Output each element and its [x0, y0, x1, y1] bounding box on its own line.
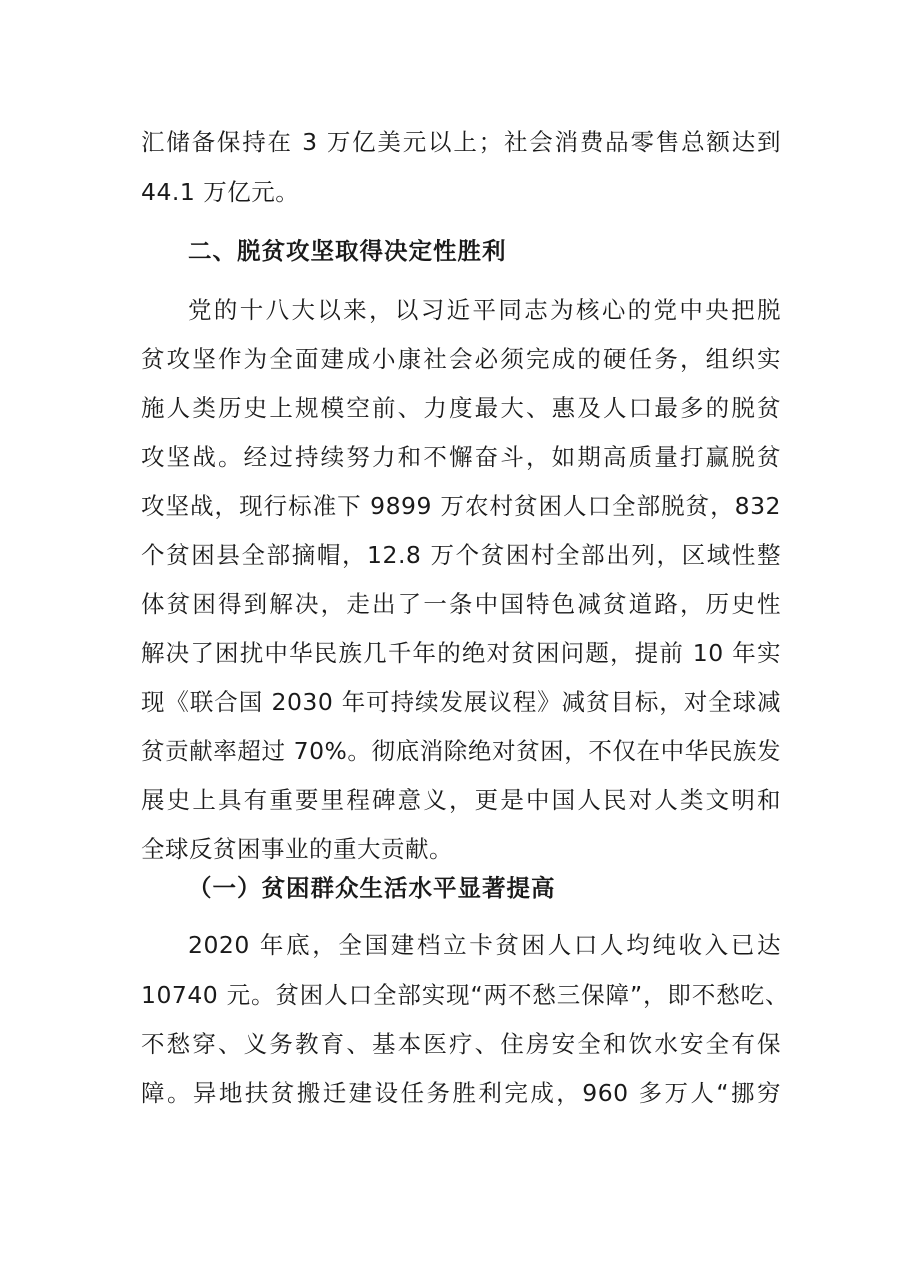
paragraph-line: 党的十八大以来，以习近平同志为核心的党中央把脱	[188, 296, 781, 324]
paragraph-line: 全球反贫困事业的重大贡献。	[141, 835, 453, 863]
paragraph-line: 2020 年底，全国建档立卡贫困人口人均纯收入已达	[188, 931, 781, 959]
subsection-heading: （一）贫困群众生活水平显著提高	[188, 874, 556, 902]
paragraph-line: 贫贡献率超过 70%。彻底消除绝对贫困，不仅在中华民族发	[141, 737, 781, 765]
paragraph-line: 汇储备保持在 3 万亿美元以上；社会消费品零售总额达到	[141, 128, 781, 156]
paragraph-line: 体贫困得到解决，走出了一条中国特色减贫道路，历史性	[141, 590, 781, 618]
paragraph-line: 施人类历史上规模空前、力度最大、惠及人口最多的脱贫	[141, 394, 781, 422]
paragraph-line: 10740 元。贫困人口全部实现“两不愁三保障”，即不愁吃、	[141, 981, 789, 1009]
paragraph-line: 不愁穿、义务教育、基本医疗、住房安全和饮水安全有保	[141, 1030, 781, 1058]
paragraph-line: 贫攻坚作为全面建成小康社会必须完成的硬任务，组织实	[141, 345, 781, 373]
section-heading: 二、脱贫攻坚取得决定性胜利	[188, 237, 507, 265]
paragraph-line: 攻坚战。经过持续努力和不懈奋斗，如期高质量打赢脱贫	[141, 443, 781, 471]
paragraph-line: 现《联合国 2030 年可持续发展议程》减贫目标，对全球减	[141, 688, 781, 716]
paragraph-line: 解决了困扰中华民族几千年的绝对贫困问题，提前 10 年实	[141, 639, 781, 667]
paragraph-line: 44.1 万亿元。	[141, 178, 300, 206]
paragraph-line: 个贫困县全部摘帽，12.8 万个贫困村全部出列，区域性整	[141, 541, 781, 569]
paragraph-line: 障。异地扶贫搬迁建设任务胜利完成，960 多万人“挪穷	[141, 1079, 781, 1107]
paragraph-line: 攻坚战，现行标准下 9899 万农村贫困人口全部脱贫，832	[141, 492, 781, 520]
paragraph-line: 展史上具有重要里程碑意义，更是中国人民对人类文明和	[141, 786, 781, 814]
